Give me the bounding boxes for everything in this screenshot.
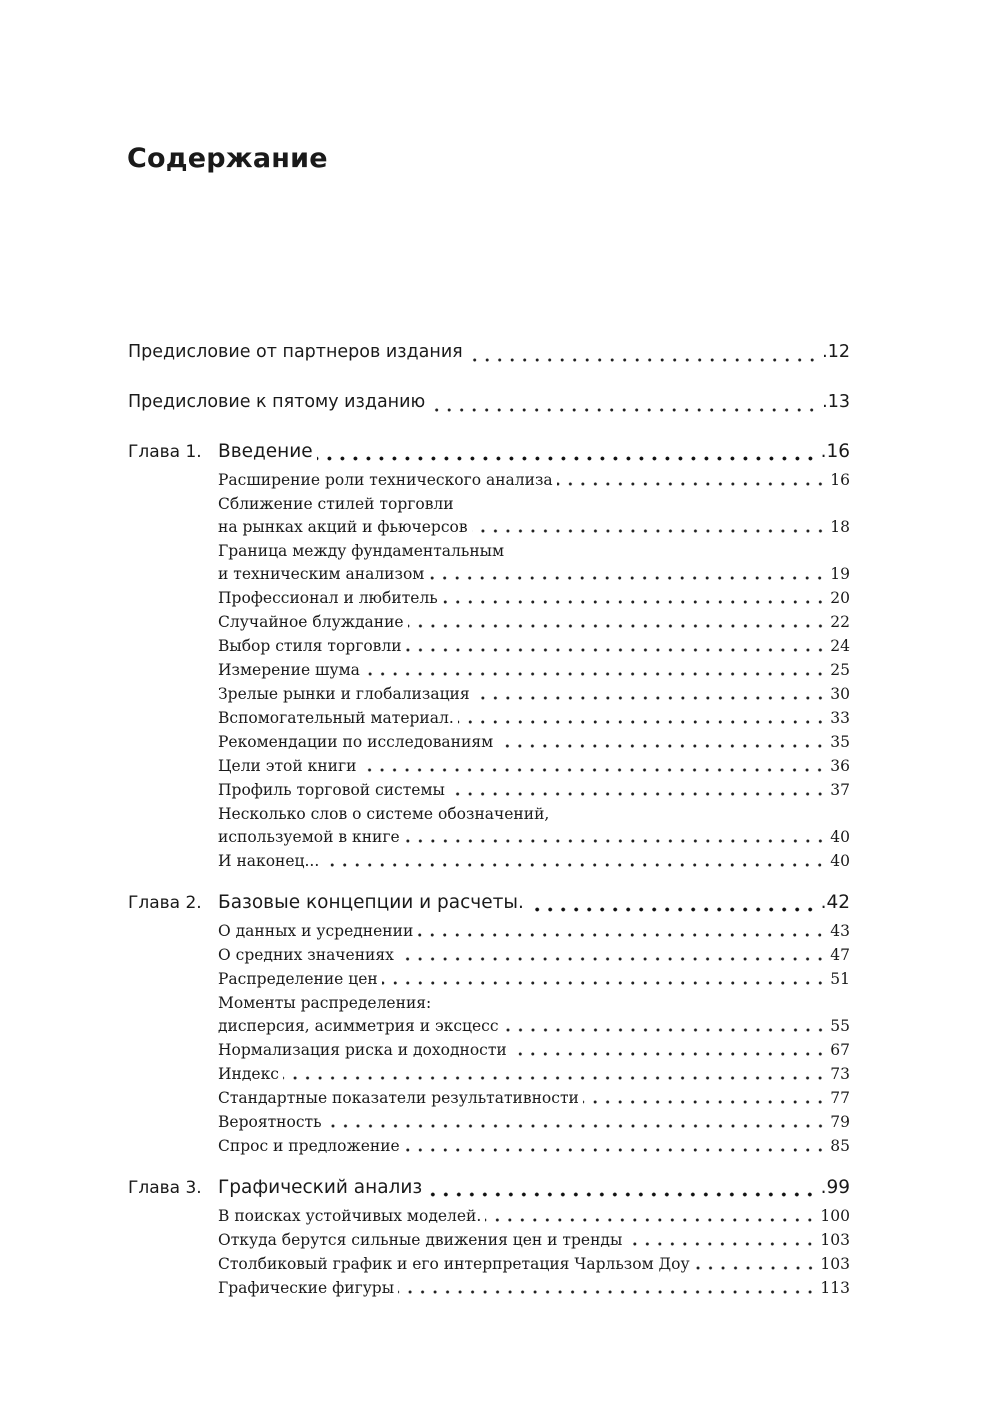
section-entry[interactable]: [128, 1276, 850, 1300]
page-number: 35: [830, 733, 850, 751]
section-entry[interactable]: [128, 634, 850, 658]
section-title: Цели этой книги: [218, 757, 357, 775]
section-entry[interactable]: [128, 1038, 850, 1062]
section-title: Моменты распределения:: [218, 994, 432, 1012]
section-title: Столбиковый график и его интерпретация Чарльзом Доу: [218, 1255, 690, 1273]
section-title: О данных и усреднении: [218, 922, 414, 940]
section-entry[interactable]: [128, 1134, 850, 1158]
section-title: Профиль торговой системы: [218, 781, 445, 799]
section-title: на рынках акций и фьючерсов: [218, 518, 468, 536]
section-title: В поисках устойчивых моделей.: [218, 1207, 482, 1225]
chapter-group: [128, 436, 850, 873]
section-title: Стандартные показатели результативности: [218, 1089, 579, 1107]
chapter-group: [128, 887, 850, 1158]
section-title: используемой в книге: [218, 828, 400, 846]
dot-leader: [404, 1134, 827, 1158]
section-entry[interactable]: [128, 682, 850, 706]
page-number: 20: [830, 589, 850, 607]
section-title: Профессионал и любитель: [218, 589, 438, 607]
page-number: 24: [830, 637, 850, 655]
dot-leader: [626, 1228, 816, 1252]
section-entry[interactable]: [128, 919, 850, 943]
page-number: 36: [830, 757, 850, 775]
page-number: 37: [830, 781, 850, 799]
page-number: 47: [830, 946, 850, 964]
section-entry[interactable]: [128, 586, 850, 610]
dot-leader: [497, 730, 826, 754]
page-number: .12: [822, 342, 850, 362]
dot-leader: [503, 1015, 827, 1038]
dot-leader: [426, 1172, 816, 1204]
section-title: и техническим анализом: [218, 565, 425, 583]
chapter-group: [128, 1172, 850, 1300]
chapter-heading[interactable]: [128, 1172, 850, 1204]
section-title: Измерение шума: [218, 661, 360, 679]
section-entry[interactable]: [128, 826, 850, 849]
page-number: 85: [830, 1137, 850, 1155]
dot-leader: [360, 754, 826, 778]
dot-leader: [449, 778, 826, 802]
section-entry-line: [128, 539, 850, 563]
section-entry[interactable]: [128, 778, 850, 802]
page-number: 22: [830, 613, 850, 631]
page-number: 40: [830, 852, 850, 870]
chapter-title: Введение: [218, 441, 313, 462]
chapter-heading[interactable]: [128, 436, 850, 468]
dot-leader: [326, 1110, 827, 1134]
section-entry[interactable]: [128, 706, 850, 730]
page-number: 79: [830, 1113, 850, 1131]
page-number: 73: [830, 1065, 850, 1083]
page-number: 55: [830, 1017, 850, 1035]
section-entry[interactable]: [128, 516, 850, 539]
dot-leader: [382, 967, 827, 991]
chapter-title: Базовые концепции и расчеты.: [218, 892, 524, 913]
page-number: .16: [820, 441, 850, 462]
dot-leader: [557, 468, 827, 492]
page-number: .13: [822, 392, 850, 412]
dot-leader: [398, 1276, 816, 1300]
section-title: Распределение цен: [218, 970, 378, 988]
section-title: Зрелые рынки и глобализация: [218, 685, 470, 703]
section-title: Граница между фундаментальным: [218, 542, 505, 560]
dot-leader: [442, 586, 827, 610]
page-number: .42: [820, 892, 850, 913]
dot-leader: [694, 1252, 817, 1276]
dot-leader: [528, 887, 817, 919]
dot-leader: [458, 706, 827, 730]
entry-title: Предисловие от партнеров издания: [128, 342, 463, 362]
dot-leader: [467, 336, 818, 368]
section-entry-line: [128, 991, 850, 1015]
dot-leader: [511, 1038, 827, 1062]
dot-leader: [364, 658, 826, 682]
dot-leader: [283, 1062, 826, 1086]
section-title: Спрос и предложение: [218, 1137, 400, 1155]
dot-leader: [406, 634, 827, 658]
section-title: дисперсия, асимметрия и эксцесс: [218, 1017, 499, 1035]
page-number: 19: [830, 565, 850, 583]
chapter-heading[interactable]: [128, 887, 850, 919]
page-title: Содержание: [127, 143, 328, 174]
dot-leader: [408, 610, 827, 634]
section-title: Графические фигуры: [218, 1279, 395, 1297]
section-title: И наконец...: [218, 852, 320, 870]
dot-leader: [485, 1204, 816, 1228]
chapter-title: Графический анализ: [218, 1177, 423, 1198]
page-number: 30: [830, 685, 850, 703]
page-number: 25: [830, 661, 850, 679]
chapter-number: Глава 3.: [128, 1178, 202, 1198]
section-title: Вспомогательный материал.: [218, 709, 454, 727]
page-number: 33: [830, 709, 850, 727]
section-title: Откуда берутся сильные движения цен и тренды: [218, 1231, 623, 1249]
section-entry[interactable]: [128, 943, 850, 967]
section-entry-line: [128, 492, 850, 516]
page-number: .99: [820, 1177, 850, 1198]
section-title: Сближение стилей торговли: [218, 495, 454, 513]
section-title: Нормализация риска и доходности: [218, 1041, 507, 1059]
section-entry[interactable]: [128, 1204, 850, 1228]
page-number: 16: [830, 471, 850, 489]
dot-leader: [417, 919, 826, 943]
page-number: 77: [830, 1089, 850, 1107]
dot-leader: [323, 849, 826, 873]
dot-leader: [398, 943, 826, 967]
entry-title: Предисловие к пятому изданию: [128, 392, 426, 412]
section-title: Случайное блуждание: [218, 613, 404, 631]
toc-entry-front[interactable]: [128, 336, 850, 368]
section-title: Индекс: [218, 1065, 279, 1083]
section-entry[interactable]: [128, 849, 850, 873]
section-entry[interactable]: [128, 1252, 850, 1276]
section-entry[interactable]: [128, 1086, 850, 1110]
section-title: Выбор стиля торговли: [218, 637, 402, 655]
section-entry-line: [128, 802, 850, 826]
section-entry[interactable]: [128, 658, 850, 682]
section-title: Вероятность: [218, 1113, 322, 1131]
section-entry[interactable]: [128, 1015, 850, 1038]
dot-leader: [429, 386, 818, 418]
page-number: 18: [830, 518, 850, 536]
page-number: 67: [830, 1041, 850, 1059]
dot-leader: [583, 1086, 826, 1110]
page-number: 103: [820, 1231, 850, 1249]
section-title: О средних значениях: [218, 946, 394, 964]
page-number: 51: [830, 970, 850, 988]
section-entry[interactable]: [128, 563, 850, 586]
page-number: 113: [820, 1279, 850, 1297]
section-entry[interactable]: [128, 754, 850, 778]
dot-leader: [317, 436, 817, 468]
chapter-number: Глава 1.: [128, 442, 202, 462]
page-number: 100: [820, 1207, 850, 1225]
section-entry[interactable]: [128, 1062, 850, 1086]
dot-leader: [404, 826, 827, 849]
section-title: Расширение роли технического анализа: [218, 471, 553, 489]
section-title: Рекомендации по исследованиям: [218, 733, 494, 751]
page-number: 103: [820, 1255, 850, 1273]
dot-leader: [474, 682, 827, 706]
section-entry[interactable]: [128, 610, 850, 634]
table-of-contents: [128, 336, 850, 1312]
section-entry[interactable]: [128, 1110, 850, 1134]
dot-leader: [428, 563, 826, 586]
dot-leader: [472, 516, 827, 539]
page-number: 40: [830, 828, 850, 846]
toc-entry-front[interactable]: [128, 386, 850, 418]
chapter-number: Глава 2.: [128, 893, 202, 913]
page-number: 43: [830, 922, 850, 940]
section-entry[interactable]: [128, 1228, 850, 1252]
section-entry[interactable]: [128, 468, 850, 492]
section-entry[interactable]: [128, 730, 850, 754]
section-entry[interactable]: [128, 967, 850, 991]
section-title: Несколько слов о системе обозначений,: [218, 805, 550, 823]
